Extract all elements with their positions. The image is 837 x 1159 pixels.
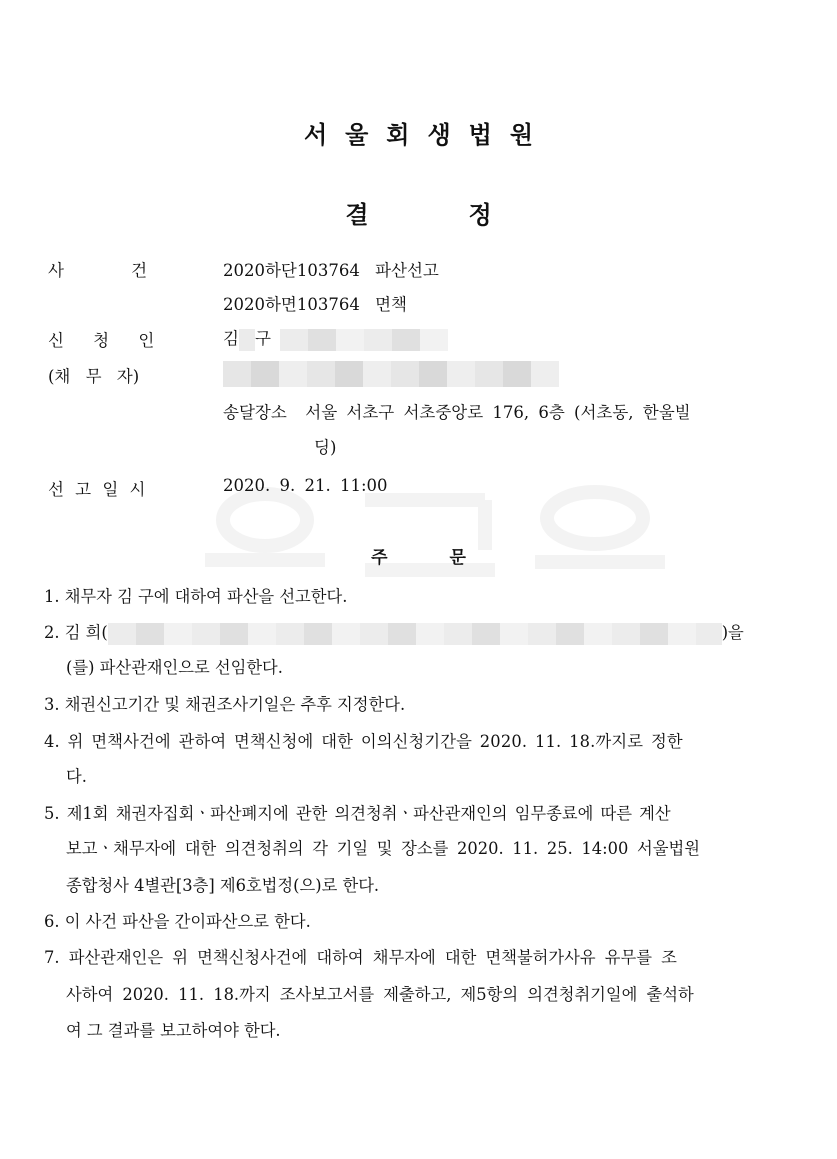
order-item-5-cont2: 종합청사 4별관[3층] 제6호법정(으)로 한다. — [66, 876, 380, 895]
watermark-image — [195, 480, 675, 590]
applicant-name-last: 구 — [254, 329, 271, 348]
applicant-name — [223, 325, 448, 351]
order-title — [0, 543, 837, 568]
order-item-1: 1. 채무자 김 구에 대하여 파산을 선고한다. — [44, 587, 348, 606]
redacted-trustee — [108, 623, 722, 645]
debtor-label: (채 무 자) — [48, 367, 140, 386]
court-name: 서울회생법원 — [303, 121, 552, 149]
service-address — [223, 399, 691, 423]
case-label: 사 건 — [48, 261, 148, 280]
order-item-2-text: 2. 김 희( — [44, 623, 108, 642]
order-item-4: 4. 위 면책사건에 관하여 면책신청에 대한 이의신청기간을 2020. 11. 18.까지로 정한 — [44, 732, 683, 751]
case-number-bankruptcy: 2020하단103764 파산선고 — [223, 261, 439, 280]
document-title-left: 결 — [345, 201, 369, 229]
redacted-id — [280, 329, 448, 351]
order-item-2-tail: )을 — [721, 623, 744, 642]
service-address-line1: 서울 서초구 서초중앙로 176, 6층 (서초동, 한울빌 — [305, 403, 691, 422]
order-item-7-cont2: 여 그 결과를 보고하여야 한다. — [66, 1021, 281, 1040]
redacted-address — [223, 361, 559, 387]
order-item-2 — [44, 619, 774, 645]
order-item-3: 3. 채권신고기간 및 채권조사기일은 추후 지정한다. — [44, 695, 406, 714]
redaction-mark — [239, 329, 255, 351]
order-item-5-cont1: 보고ㆍ채무자에 대한 의견청취의 각 기일 및 장소를 2020. 11. 25. 14:00 서울법원 — [66, 839, 700, 858]
case-number-discharge: 2020하면103764 면책 — [223, 295, 407, 314]
order-item-7-cont1: 사하여 2020. 11. 18.까지 조사보고서를 제출하고, 제5항의 의견청취기일에 출석하 — [66, 985, 694, 1004]
order-item-4-cont: 다. — [66, 767, 87, 786]
order-item-7: 7. 파산관재인은 위 면책신청사건에 대하여 채무자에 대한 면책불허가사유 유무를 조 — [44, 948, 677, 967]
order-item-5: 5. 제1회 채권자집회ㆍ파산폐지에 관한 의견청취ㆍ파산관재인의 임무종료에 따른 계산 — [44, 804, 671, 823]
applicant-label: 신 청 인 — [48, 331, 155, 350]
order-title-right: 문 — [449, 548, 466, 568]
order-title-left: 주 — [371, 548, 388, 568]
document-title-right: 정 — [468, 201, 492, 229]
applicant-name-first: 김 — [223, 329, 239, 348]
date-label: 선 고 일 시 — [48, 480, 146, 499]
order-item-6: 6. 이 사건 파산을 간이파산으로 한다. — [44, 912, 311, 931]
date-value: 2020. 9. 21. 11:00 — [223, 476, 388, 495]
document-title — [0, 195, 837, 230]
service-address-line2: 딩) — [314, 438, 337, 457]
order-item-2-cont: (를) 파산관재인으로 선임한다. — [66, 658, 283, 677]
service-address-label: 송달장소 — [223, 403, 287, 422]
